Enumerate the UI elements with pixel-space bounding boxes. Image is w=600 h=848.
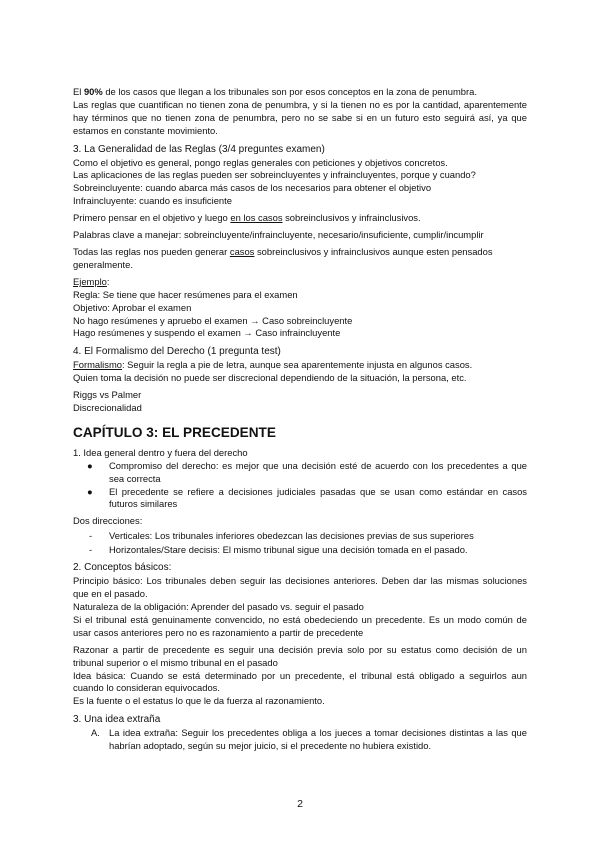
paragraph: Palabras clave a manejar: sobreincluyente/infraincluyente, necesario/insuficiente, cumplir/incumplir [73,229,484,241]
section-heading-idea-extrana: 3. Una idea extraña [73,714,161,726]
paragraph: Quien toma la decisión no puede ser discrecional dependiendo de la situación, la persona, etc. [73,372,467,384]
paragraph: Discrecionalidad [73,401,142,413]
paragraph: Riggs vs Palmer [73,389,142,401]
intro-paragraph-1: El 90% de los casos que llegan a los tribunales son por esos conceptos en la zona de penumbra. [73,86,477,97]
example-line: Objetivo: Aprobar el examen [73,301,192,313]
paragraph: Sobreincluyente: cuando abarca más casos de los necesarios para obtener el objetivo [73,182,432,194]
document-body [73,86,527,753]
example-line: Hago resúmenes y suspendo el examen → Caso infraincluyente [73,327,341,339]
list-item: - Verticales: Los tribunales inferiores obedezcan las decisiones previas de sus superiores [89,530,474,542]
list-item: - Horizontales/Stare decisis: El mismo tribunal sigue una decisión tomada en el pasado. [89,543,468,555]
chapter-title: CAPÍTULO 3: EL PRECEDENTE [73,424,276,440]
dash-icon: - [89,530,93,542]
bold-percentage: 90% [83,86,103,97]
paragraph: Como el objetivo es general, pongo reglas generales con peticiones y objetivos concretos. [73,156,448,168]
section-heading-idea-general: 1. Idea general dentro y fuera del derecho [73,446,248,458]
intro-paragraph-2: Las reglas que cuantifican no tienen zona de penumbra, y si la tienen no es por la cantidad, aparentemente hay términos que no tienen zona de penumbra, pero no se sabe si en un futuro esto seguirá así, ya que estamos en constante movimiento. [73,98,527,136]
bullet-list [73,460,527,512]
paragraph: Idea básica: Cuando se está determinado por un precedente, el tribunal está obligado a seguirlos aun cuando lo consideran equivocados. [73,669,527,694]
page-number: 2 [297,798,303,810]
example-line: No hago resúmenes y apruebo el examen → Caso sobreincluyente [73,314,353,326]
section-heading-generalidad: 3. La Generalidad de las Reglas (3/4 preguntes examen) [73,143,325,155]
example-label: Ejemplo: [73,275,110,287]
lettered-item: A. La idea extraña: Seguir los precedentes obliga a los jueces a tomar decisiones distintas a las que habrían adoptado, según su mejor juicio, si el precedente no hubiera existido. [91,727,527,752]
paragraph: Naturaleza de la obligación: Aprender del pasado vs. seguir el pasado [73,601,364,612]
bullet-icon: ● [87,485,93,497]
example-line: Regla: Se tiene que hacer resúmenes para el examen [73,288,298,300]
paragraph: Principio básico: Los tribunales deben seguir las decisiones anteriores. Deben dar las mismas soluciones que en el pasado. [73,575,527,600]
bullet-icon: ● [87,459,93,471]
section-heading-formalismo: 4. El Formalismo del Derecho (1 pregunta test) [73,346,281,358]
paragraph: Formalismo: Seguir la regla a pie de letra, aunque sea aparentemente injusta en algunos casos. [73,359,473,371]
paragraph: Primero pensar en el objetivo y luego en los casos sobreinclusivos y infrainclusivos. [73,212,421,224]
paragraph: Todas las reglas nos pueden generar casos sobreinclusivos y infrainclusivos aunque esten pensados generalmente. [73,245,493,270]
paragraph: Dos direcciones: [73,515,143,527]
section-heading-conceptos: 2. Conceptos básicos: [73,562,172,574]
paragraph: Infraincluyente: cuando es insuficiente [73,195,232,207]
dash-icon: - [89,543,93,555]
paragraph: Las aplicaciones de las reglas pueden ser sobreincluyentes y infraincluyentes, porque y cuando? [73,169,476,181]
dash-list [73,529,527,556]
item-marker: A. [91,727,100,739]
list-item: ● El precedente se refiere a decisiones judiciales pasadas que se usan como estándar en casos futuros similares [87,485,527,510]
paragraph: Si el tribunal está genuinamente convencido, no está obedeciendo un precedente. Es un modo común de usar casos anteriores pero no es razonamiento a partir de precedente [73,613,527,638]
list-item: ● Compromiso del derecho: es mejor que una decisión esté de acuerdo con los precedentes a que sea correcta [87,459,527,484]
paragraph: Razonar a partir de precedente es seguir una decisión previa solo por su estatus como decisión de un tribunal superior o el mismo tribunal en el pasado [73,643,527,668]
paragraph: Es la fuente o el estatus lo que le da fuerza al razonamiento. [73,695,325,707]
